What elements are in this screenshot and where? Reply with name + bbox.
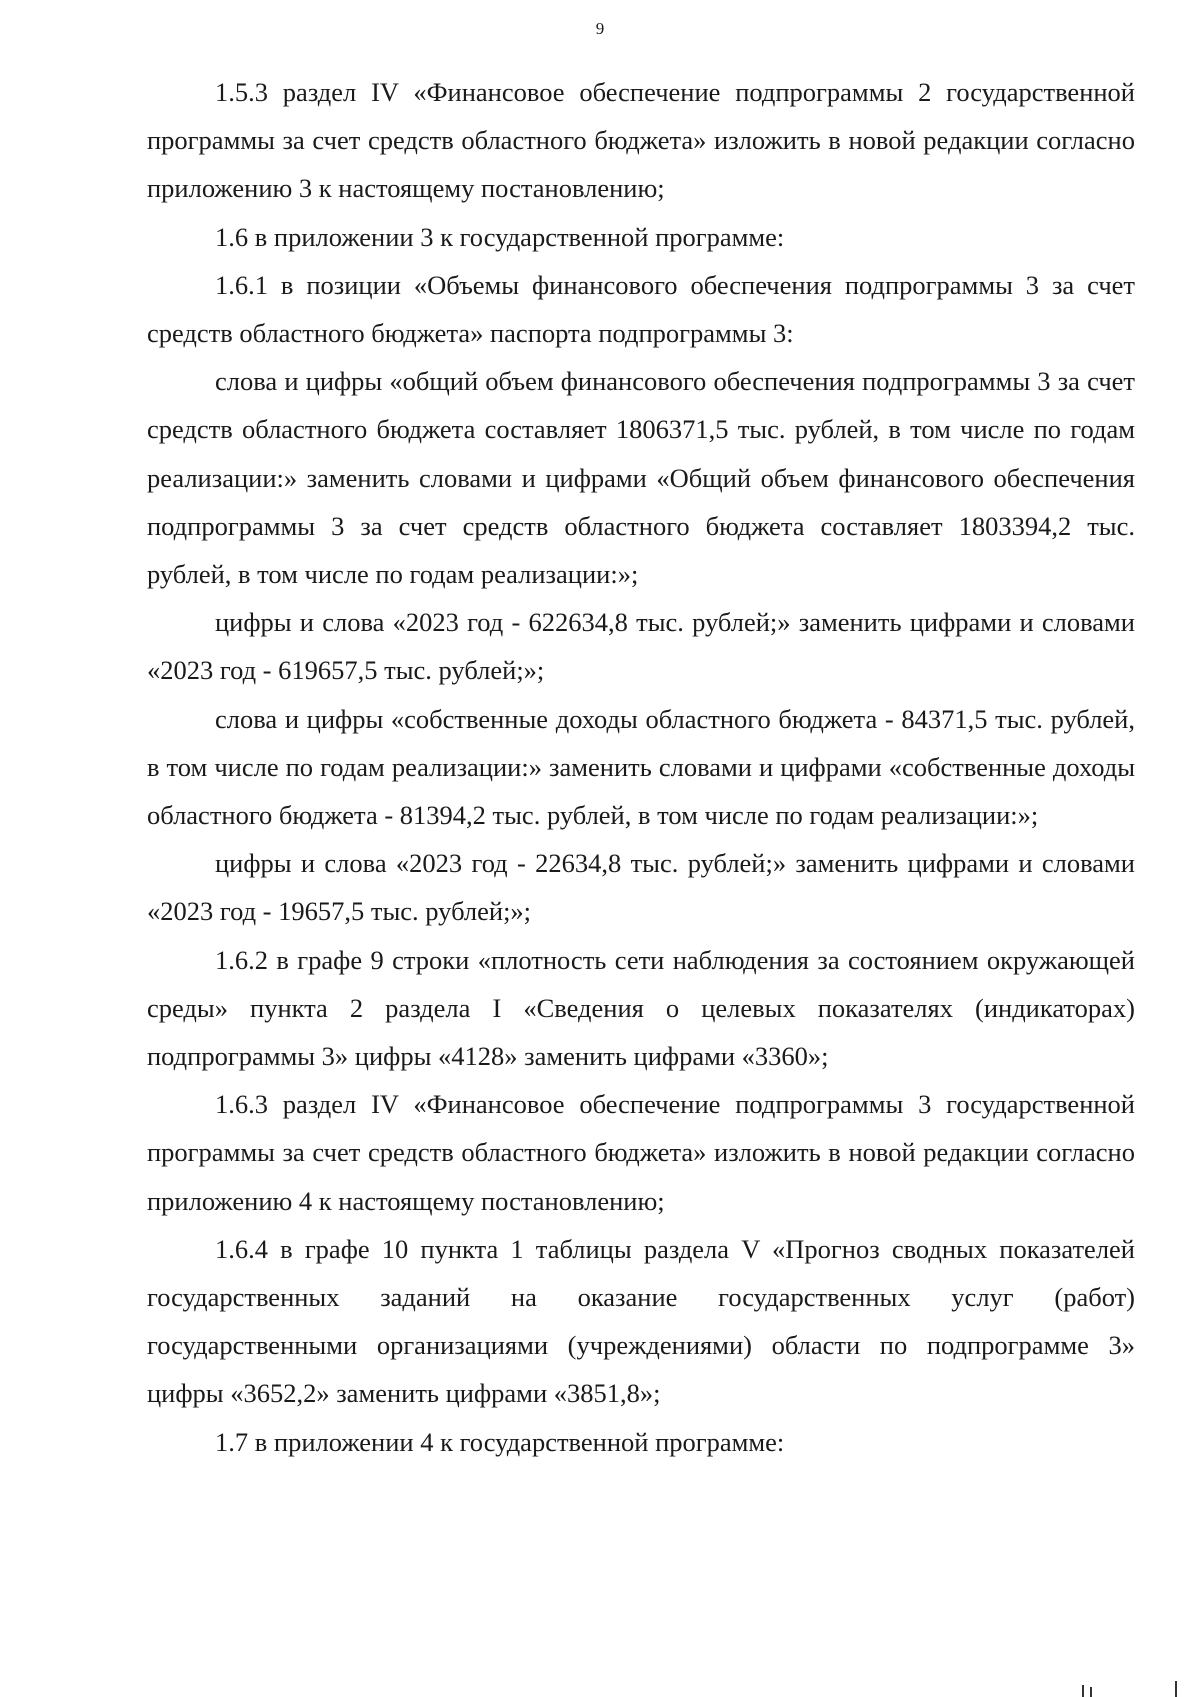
paragraph-2023-own-income: цифры и слова «2023 год - 22634,8 тыс. рублей;» заменить цифрами и словами «2023 год - 19657,5 тыс. рублей;»; <box>147 848 1135 927</box>
paragraph-1-6-2: 1.6.2 в графе 9 строки «плотность сети наблюдения за состоянием окружающей среды» пункта 2 раздела I «Сведения о целевых показателях (индикаторах) подпрограммы 3» цифры «4128» заменить цифрами «3360»; <box>147 944 1135 1072</box>
paragraph-1-6-1: 1.6.1 в позиции «Объемы финансового обеспечения подпрограммы 3 за счет средств областного бюджета» паспорта подпрограммы 3: <box>147 269 1135 349</box>
paragraph-1-7: 1.7 в приложении 4 к государственной программе: <box>215 1426 785 1457</box>
scan-edge-mark <box>1082 1685 1084 1697</box>
paragraph-1-6: 1.6 в приложении 3 к государственной программе: <box>215 221 785 252</box>
scan-edge-mark <box>1090 1687 1092 1697</box>
paragraph-1-6-4: 1.6.4 в графе 10 пункта 1 таблицы раздела V «Прогноз сводных показателей государственных заданий на оказание государственных услуг (работ) государственными организациями (учреждениями) области по подпрограмме 3» цифры «3652,2» заменить цифрами «3851,8»; <box>147 1233 1135 1409</box>
paragraph-total-volume: слова и цифры «общий объем финансового обеспечения подпрограммы 3 за счет средств областного бюджета составляет 1806371,5 тыс. рублей, в том числе по годам реализации:» заменить словами и цифрами «Общий объем финансового обеспечения подпрограммы 3 за счет средств областного бюджета составляет 1803394,2 тыс. рублей, в том числе по годам реализации:»; <box>147 366 1135 590</box>
document-body <box>147 68 1135 1466</box>
scan-edge-mark <box>1175 1681 1177 1697</box>
page-number: 9 <box>595 19 605 38</box>
paragraph-2023-total: цифры и слова «2023 год - 622634,8 тыс. рублей;» заменить цифрами и словами «2023 год - 619657,5 тыс. рублей;»; <box>147 607 1135 686</box>
paragraph-1-5-3: 1.5.3 раздел IV «Финансовое обеспечение подпрограммы 2 государственной программы за счет средств областного бюджета» изложить в новой редакции согласно приложению 3 к настоящему постановлению; <box>147 77 1135 204</box>
paragraph-1-6-3: 1.6.3 раздел IV «Финансовое обеспечение подпрограммы 3 государственной программы за счет средств областного бюджета» изложить в новой редакции согласно приложению 4 к настоящему постановлению; <box>147 1089 1135 1216</box>
paragraph-own-income: слова и цифры «собственные доходы областного бюджета - 84371,5 тыс. рублей, в том числе по годам реализации:» заменить словами и цифрами «собственные доходы областного бюджета - 81394,2 тыс. рублей, в том числе по годам реализации:»; <box>147 703 1135 831</box>
